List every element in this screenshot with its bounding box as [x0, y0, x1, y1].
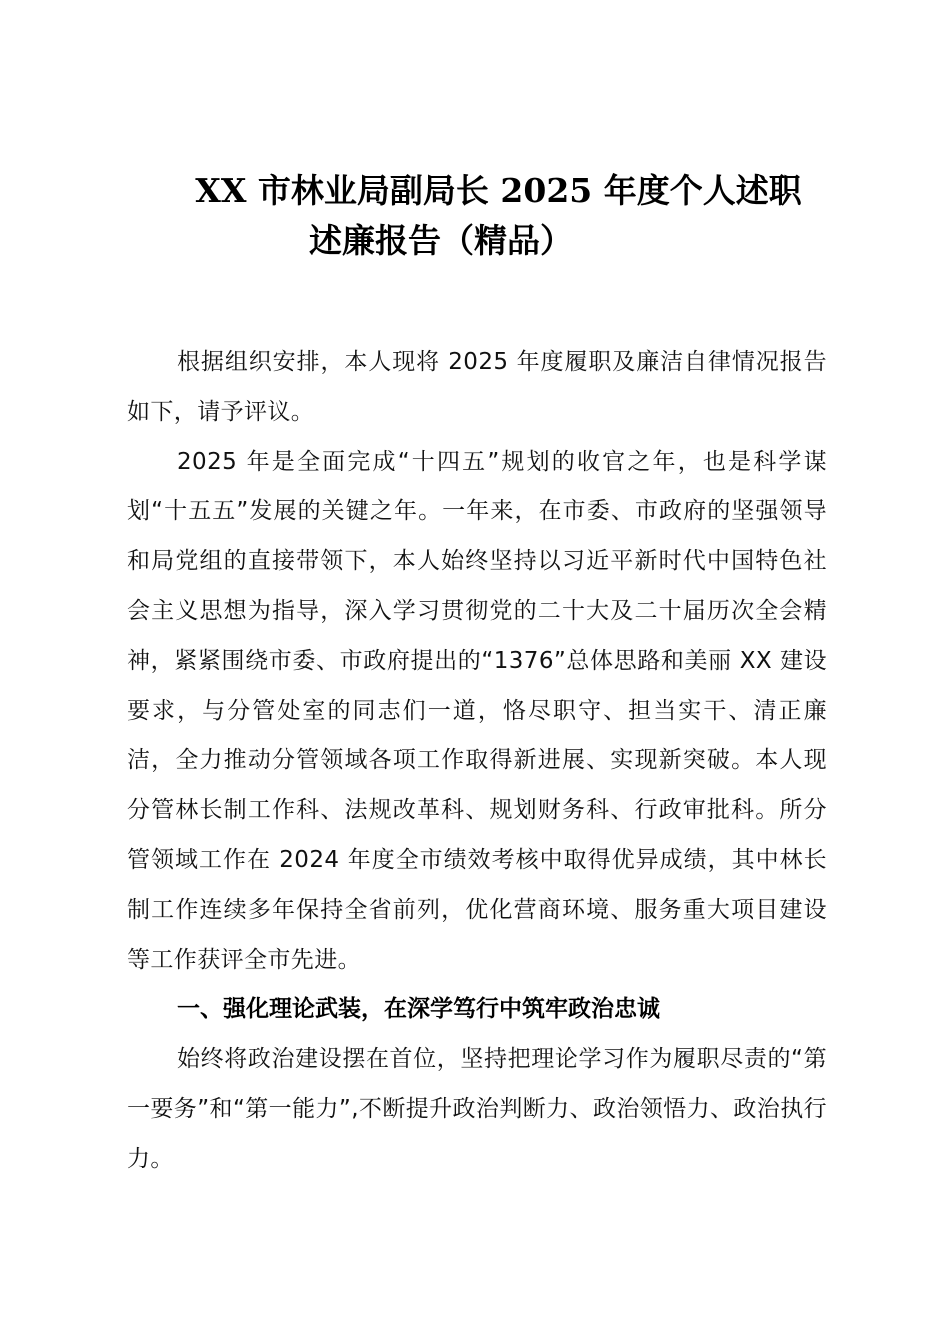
paragraph-intro: 根据组织安排，本人现将 2025 年度履职及廉洁自律情况报告如下，请予评议。: [127, 349, 827, 425]
document-body: [127, 338, 827, 1185]
title-line-1: XX 市林业局副局长 2025 年度个人述职: [195, 171, 802, 210]
document-title: [0, 166, 950, 266]
section-heading-1: 一、强化理论武装，在深学笃行中筑牢政治忠诚: [177, 996, 660, 1023]
paragraph-overview: 2025 年是全面完成“十四五”规划的收官之年，也是科学谋划“十五五”发展的关键之年。一年来，在市委、市政府的坚强领导和局党组的直接带领下，本人始终坚持以习近平新时代中国特色社会主义思想为指导，深入学习贯彻党的二十大及二十届历次全会精神，紧紧围绕市委、市政府提出的“1376”总体思路和美丽 XX 建设要求，与分管处室的同志们一道，恪尽职守、担当实干、清正廉洁，全力推动分管领域各项工作取得新进展、实现新突破。本人现分管林长制工作科、法规改革科、规划财务科、行政审批科。所分管领域工作在 2024 年度全市绩效考核中取得优异成绩，其中林长制工作连续多年保持全省前列，优化营商环境、服务重大项目建设等工作获评全市先进。: [127, 448, 827, 973]
paragraph-section-1: 始终将政治建设摆在首位，坚持把理论学习作为履职尽责的“第一要务”和“第一能力”,不断提升政治判断力、政治领悟力、政治执行力。: [127, 1046, 827, 1172]
title-line-2: 述廉报告（精品）: [309, 221, 573, 260]
